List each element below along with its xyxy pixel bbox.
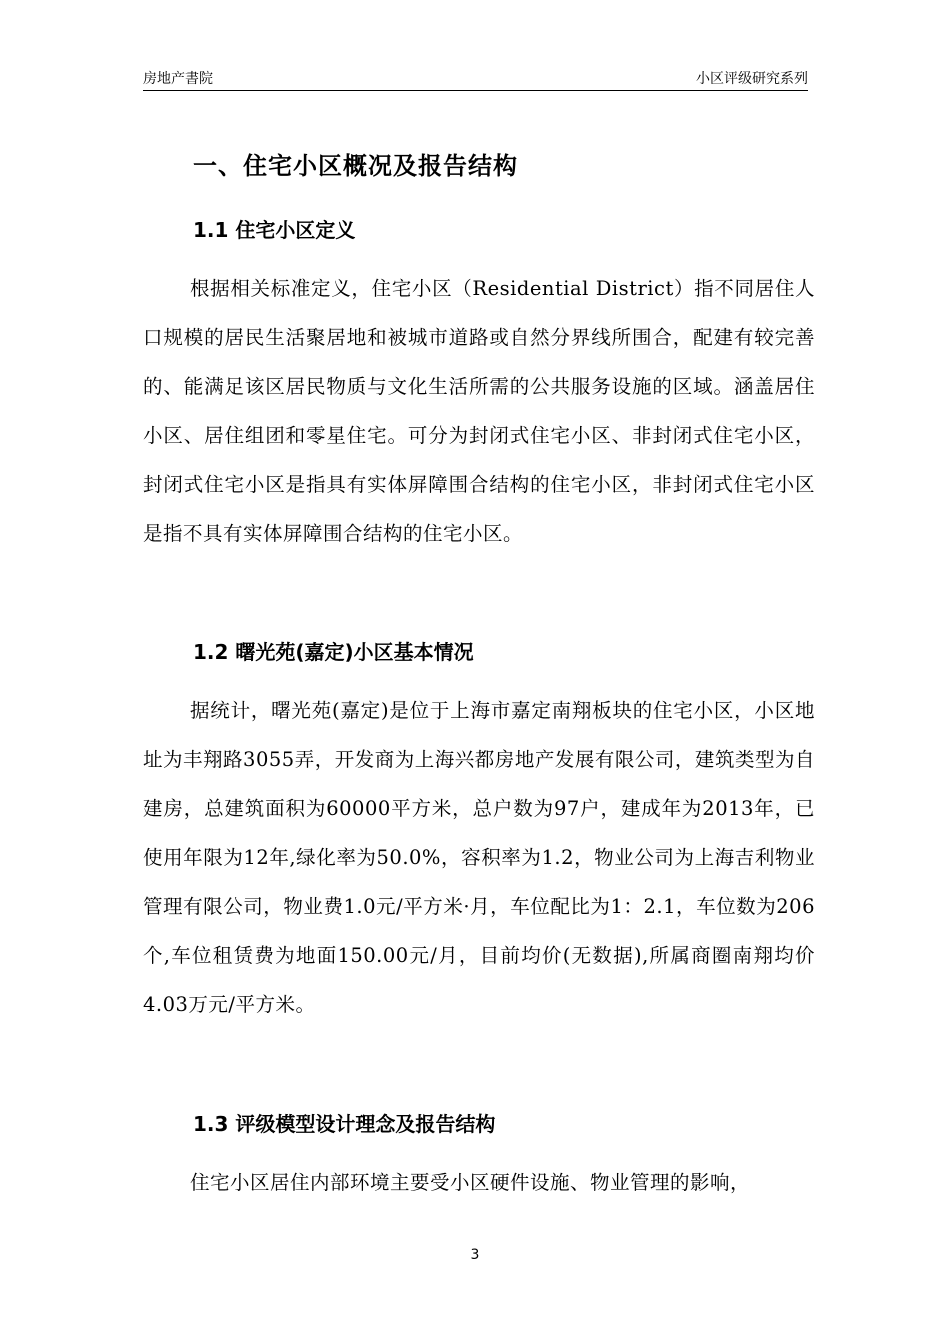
header-publisher: 房地产書院 <box>143 71 213 87</box>
heading-1-1: 1.1 住宅小区定义 <box>193 218 356 242</box>
section-title: 一、住宅小区概况及报告结构 <box>193 152 518 180</box>
paragraph-1-2: 据统计，曙光苑(嘉定)是位于上海市嘉定南翔板块的住宅小区，小区地址为丰翔路3055弄，开发商为上海兴都房地产发展有限公司，建筑类型为自建房，总建筑面积为60000平方米，总户数为97户，建成年为2013年，已使用年限为12年,绿化率为50.0%，容积率为1.2，物业公司为上海吉利物业管理有限公司，物业费1.0元/平方米·月，车位配比为1：2.1，车位数为206个,车位租赁费为地面150.00元/月，目前均价(无数据),所属商圈南翔均价4.03万元/平方米。 <box>143 699 815 1016</box>
heading-1-3: 1.3 评级模型设计理念及报告结构 <box>193 1112 496 1136</box>
heading-1-2: 1.2 曙光苑(嘉定)小区基本情况 <box>193 640 474 664</box>
header-series-title: 小区评级研究系列 <box>696 71 808 87</box>
page-number: 3 <box>470 1247 480 1263</box>
paragraph-1-3: 住宅小区居住内部环境主要受小区硬件设施、物业管理的影响， <box>190 1171 751 1194</box>
page-header <box>143 64 808 91</box>
paragraph-1-1: 根据相关标准定义，住宅小区（Residential District）指不同居住人口规模的居民生活聚居地和被城市道路或自然分界线所围合，配建有较完善的、能满足该区居民物质与文化生活所需的公共服务设施的区域。涵盖居住小区、居住组团和零星住宅。可分为封闭式住宅小区、非封闭式住宅小区，封闭式住宅小区是指具有实体屏障围合结构的住宅小区，非封闭式住宅小区是指不具有实体屏障围合结构的住宅小区。 <box>143 277 815 545</box>
